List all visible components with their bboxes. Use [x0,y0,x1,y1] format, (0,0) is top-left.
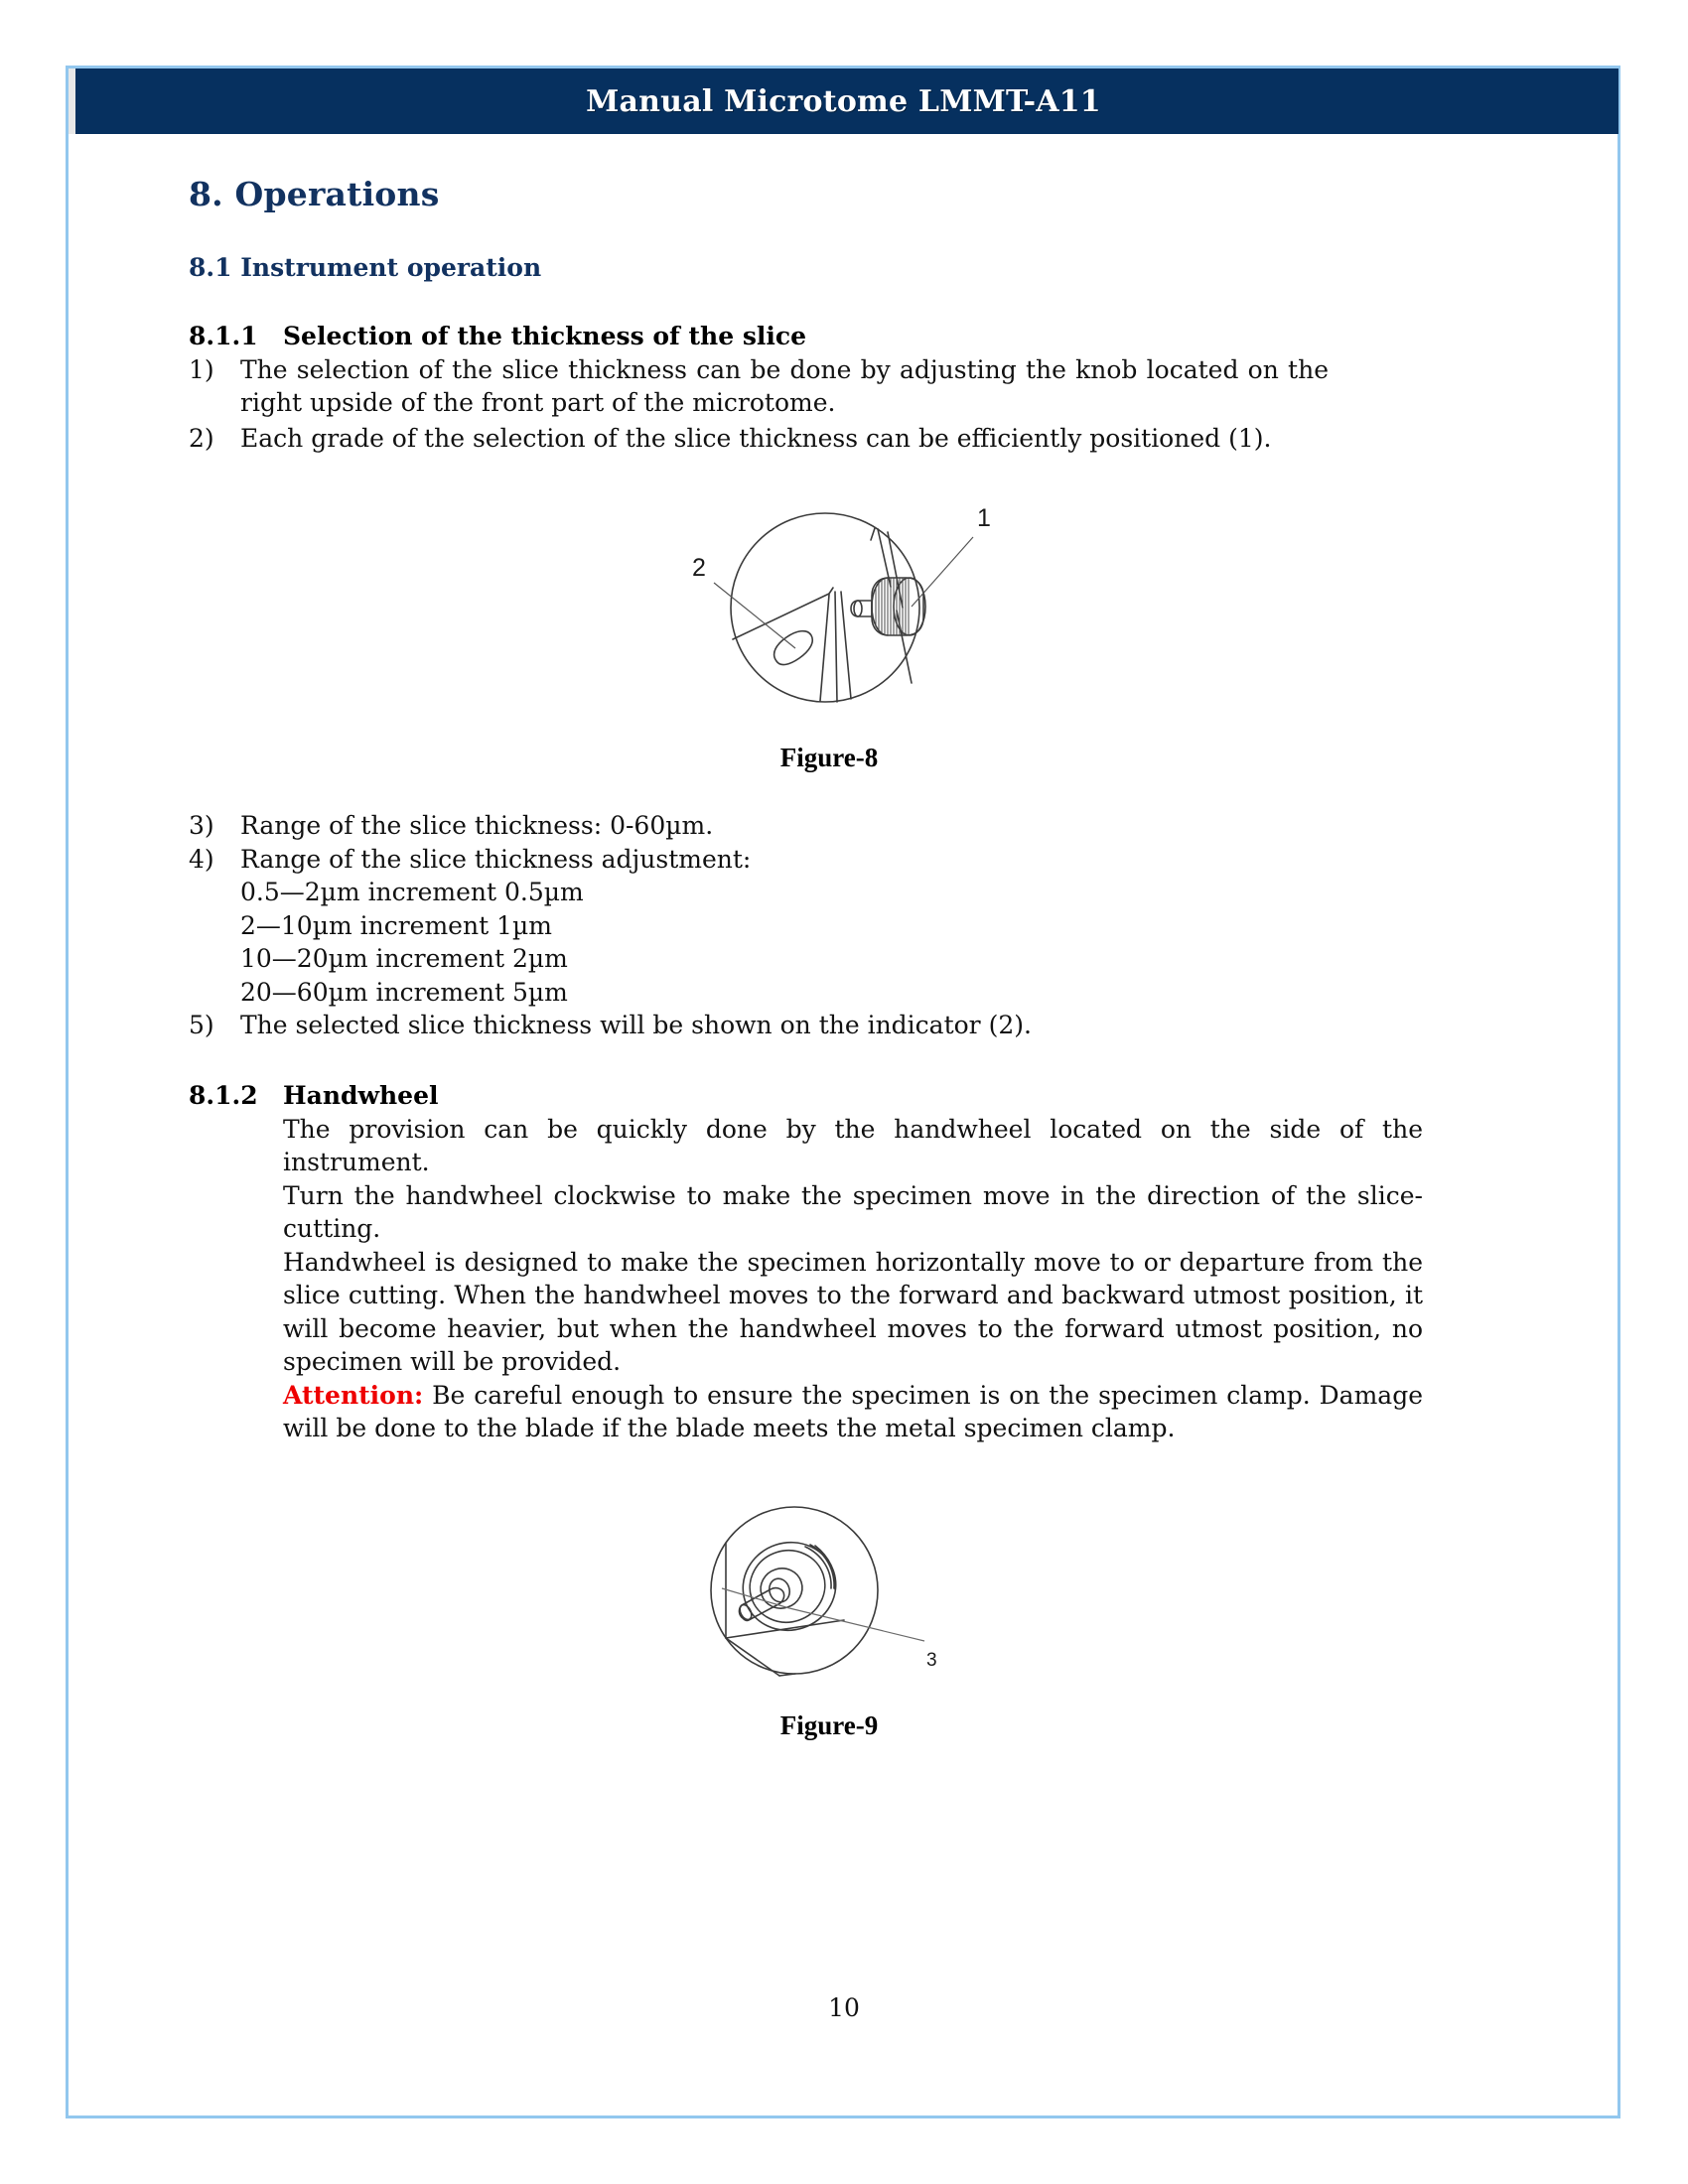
list-item-text: Range of the slice thickness: 0-60µm. [240,811,714,841]
document-header-bar [69,68,1618,134]
list-item-text: The selected slice thickness will be shown on the indicator (2). [240,1011,1032,1040]
list-marker: 4) [189,844,214,874]
subsection-heading-8-1-1 [189,323,1470,351]
increment-line [189,909,1329,943]
figure-9-block [189,1479,1470,1741]
list-item [189,422,1329,456]
header-left-pad [69,68,75,134]
handwheel-paragraph: Handwheel is designed to make the specimen horizontally move to or departure from the slice cutting. When the handwheel moves to the forward and backward utmost position, it will become heavier, but when the handwheel moves to the forward utmost position, no specimen will be provided. [283,1247,1423,1377]
figure-8-caption: Figure-8 [779,743,879,773]
list-811-after-figure [189,809,1329,1042]
attention-text: Be careful enough to ensure the specimen is on the specimen clamp. Damage will be done to the blade if the blade meets the metal specimen clamp. [283,1380,1423,1443]
subsection-heading-8-1: 8.1 Instrument operation [189,253,542,283]
handwheel-paragraph: The provision can be quickly done by the handwheel located on the side of the instrument. [283,1114,1423,1177]
increment-line [189,942,1329,976]
figure-9-illustration [631,1479,1028,1693]
list-marker: 5) [189,1011,214,1040]
figure-8-illustration [631,488,1028,717]
heading-text-811: Selection of the thickness of the slice [283,322,807,351]
figure-8-callout-1-label: 1 [977,504,991,533]
increment-line [189,876,1329,909]
figure-9-callout-3-label: 3 [926,1649,937,1671]
list-item [189,809,1329,843]
heading-text-812: Handwheel [283,1080,439,1110]
page-number: 10 [828,1993,860,2022]
list-item-text: The selection of the slice thickness can be done by adjusting the knob located on the right upside of the front part of the microtome. [240,354,1329,418]
figure-8-callout-2-label: 2 [692,554,706,583]
figure-9-caption: Figure-9 [779,1709,879,1740]
handwheel-paragraphs [283,1113,1423,1445]
subsection-heading-8-1-2 [189,1082,1470,1111]
list-item [189,1009,1329,1042]
heading-number-811: 8.1.1 [189,322,258,351]
figure-8-block [189,488,1470,773]
increment-line [189,976,1329,1010]
leader-line-1 [912,537,973,607]
list-811-before-figure [189,353,1329,456]
list-item-text: Range of the slice thickness adjustment: [240,844,752,874]
attention-paragraph [283,1379,1423,1445]
section-heading-8: 8. Operations [189,175,440,213]
list-item [189,353,1329,420]
list-marker: 3) [189,811,214,841]
handwheel-paragraph: Turn the handwheel clockwise to make the specimen move in the direction of the slice-cutting. [283,1180,1423,1244]
list-marker: 2) [189,423,214,453]
heading-number-812: 8.1.2 [189,1080,258,1110]
list-marker: 1) [189,354,214,384]
list-item-text: Each grade of the selection of the slice thickness can be efficiently positioned (1). [240,423,1272,453]
document-title: Manual Microtome LMMT-A11 [586,83,1101,119]
increment-text: 2—10µm increment 1µm [240,910,552,940]
increment-text: 10—20µm increment 2µm [240,944,568,974]
increment-text: 0.5—2µm increment 0.5µm [240,878,584,907]
list-item [189,843,1329,877]
page-content [189,177,1470,1741]
attention-label: Attention: [283,1380,424,1410]
increment-text: 20—60µm increment 5µm [240,977,568,1007]
